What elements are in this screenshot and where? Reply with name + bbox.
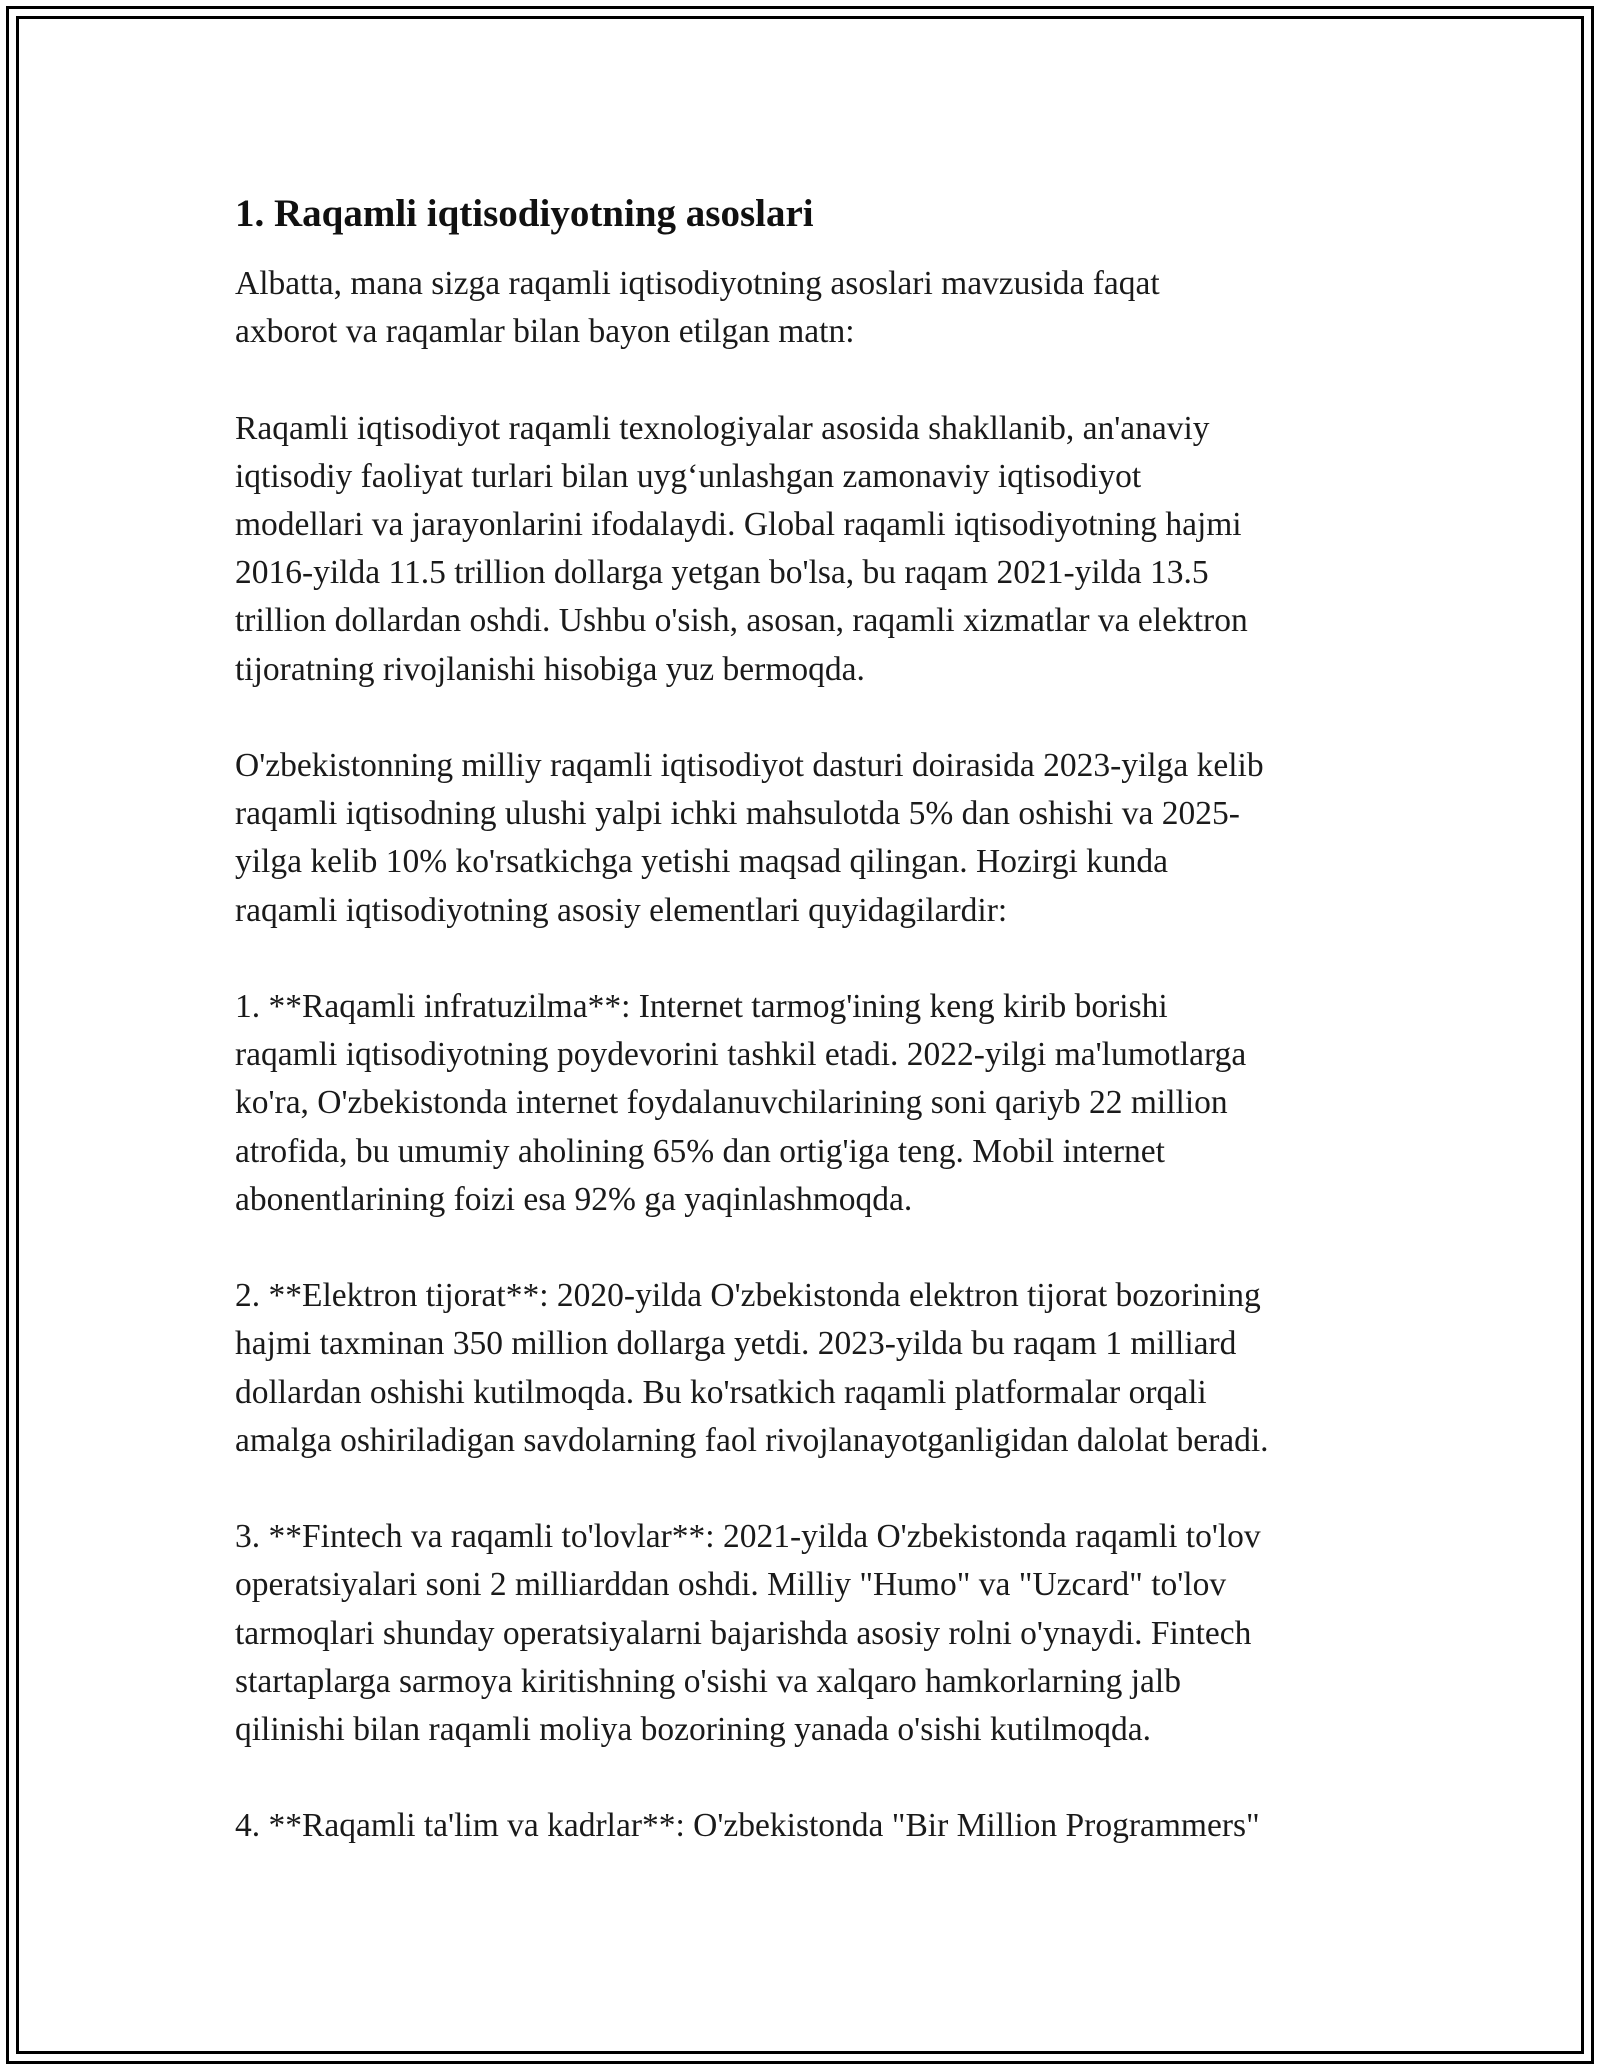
paragraph-list <box>235 260 1375 1851</box>
paragraph-line: modellari va jarayonlarini ifodalaydi. Global raqamli iqtisodiyotning hajmi <box>235 506 1242 543</box>
paragraph <box>235 1802 1375 1850</box>
paragraph-line: atrofida, bu umumiy aholining 65% dan ortig'iga teng. Mobil internet <box>235 1132 1165 1170</box>
paragraph-line: Albatta, mana sizga raqamli iqtisodiyotning asoslari mavzusida faqat <box>235 265 1160 302</box>
paragraph <box>235 405 1375 694</box>
paragraph-line: 3. **Fintech va raqamli to'lovlar**: 2021-yilda O'zbekistonda raqamli to'lov <box>235 1518 1261 1556</box>
paragraph <box>235 1272 1375 1465</box>
paragraph-line: yilga kelib 10% ko'rsatkichga yetishi maqsad qilingan. Hozirgi kunda <box>235 843 1168 881</box>
document-body <box>235 184 1375 1899</box>
document-title: 1. Raqamli iqtisodiyotning asoslari <box>235 192 814 235</box>
paragraph-line: 2. **Elektron tijorat**: 2020-yilda O'zbekistonda elektron tijorat bozorining <box>235 1277 1261 1315</box>
paragraph-line: 2016-yilda 11.5 trillion dollarga yetgan bo'lsa, bu raqam 2021-yilda 13.5 <box>235 554 1209 592</box>
paragraph-line: raqamli iqtisodning ulushi yalpi ichki mahsulotda 5% dan oshishi va 2025- <box>235 795 1240 833</box>
paragraph-line: qilinishi bilan raqamli moliya bozorining yanada o'sishi kutilmoqda. <box>235 1711 1151 1749</box>
paragraph-line: 1. **Raqamli infratuzilma**: Internet tarmog'ining keng kirib borishi <box>235 988 1168 1025</box>
paragraph-line: 4. **Raqamli ta'lim va kadrlar**: O'zbekistonda "Bir Million Programmers" <box>235 1807 1260 1845</box>
paragraph-line: O'zbekistonning milliy raqamli iqtisodiyot dasturi doirasida 2023-yilga kelib <box>235 747 1264 784</box>
paragraph-line: abonentlarining foizi esa 92% ga yaqinlashmoqda. <box>235 1180 913 1218</box>
paragraph-line: axborot va raqamlar bilan bayon etilgan matn: <box>235 313 855 351</box>
paragraph-line: Raqamli iqtisodiyot raqamli texnologiyalar asosida shakllanib, an'anaviy <box>235 409 1210 447</box>
paragraph-line: operatsiyalari soni 2 milliarddan oshdi. Milliy "Humo" va "Uzcard" to'lov <box>235 1566 1227 1604</box>
paragraph <box>235 983 1375 1224</box>
paragraph-line: raqamli iqtisodiyotning asosiy elementlari quyidagilardir: <box>235 891 1008 929</box>
paragraph-line: tarmoqlari shunday operatsiyalarni bajarishda asosiy rolni o'ynaydi. Fintech <box>235 1614 1252 1652</box>
paragraph-line: trillion dollardan oshdi. Ushbu o'sish, asosan, raqamli xizmatlar va elektron <box>235 602 1248 640</box>
paragraph-line: dollardan oshishi kutilmoqda. Bu ko'rsatkich raqamli platformalar orqali <box>235 1373 1207 1411</box>
paragraph-line: raqamli iqtisodiyotning poydevorini tashkil etadi. 2022-yilgi ma'lumotlarga <box>235 1036 1247 1074</box>
paragraph-line: tijoratning rivojlanishi hisobiga yuz bermoqda. <box>235 650 865 688</box>
paragraph-line: startaplarga sarmoya kiritishning o'sishi va xalqaro hamkorlarning jalb <box>235 1662 1181 1700</box>
paragraph-line: iqtisodiy faoliyat turlari bilan uyg‘unlashgan zamonaviy iqtisodiyot <box>235 457 1142 495</box>
paragraph <box>235 1513 1375 1754</box>
paragraph <box>235 260 1375 356</box>
paragraph-line: amalga oshiriladigan savdolarning faol rivojlanayotganligidan dalolat beradi. <box>235 1421 1269 1459</box>
paragraph-line: hajmi taxminan 350 million dollarga yetdi. 2023-yilda bu raqam 1 milliard <box>235 1325 1237 1363</box>
paragraph-line: ko'ra, O'zbekistonda internet foydalanuvchilarining soni qariyb 22 million <box>235 1084 1228 1122</box>
paragraph <box>235 742 1375 935</box>
